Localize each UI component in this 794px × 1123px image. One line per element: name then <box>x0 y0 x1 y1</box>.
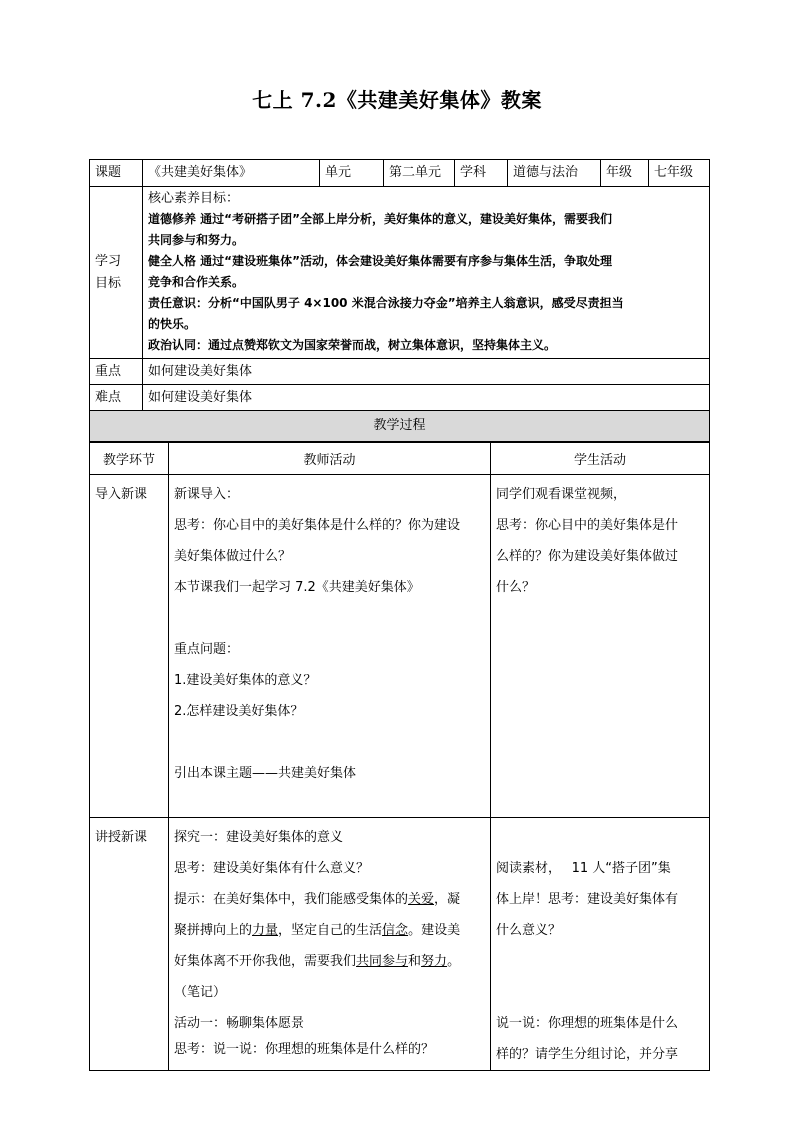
teacher-line: 探究一：建设美好集体的意义 <box>174 830 344 845</box>
process-table <box>89 442 710 1071</box>
info-table <box>89 159 710 442</box>
goal-line: 责任意识：分析“中国队男子 4×100 米混合泳接力夺金”培养主人翁意识，感受尽责担当 <box>148 296 624 310</box>
col-student-header: 学生活动 <box>491 443 710 475</box>
col-teacher-header: 教师活动 <box>169 443 491 475</box>
difficulty-label: 难点 <box>90 385 143 411</box>
goals-label: 学习 目标 <box>90 187 143 359</box>
goal-line: 竞争和合作关系。 <box>148 275 245 289</box>
teacher-line: 引出本课主题——共建美好集体 <box>174 766 357 781</box>
teacher-line: 思考：你心目中的美好集体是什么样的？你为建设 <box>174 518 461 533</box>
subject-value: 道德与法治 <box>508 160 601 187</box>
goal-line: 的快乐。 <box>148 317 197 331</box>
unit-value: 第二单元 <box>384 160 455 187</box>
info-row-topic <box>90 160 710 187</box>
process-header-row <box>90 411 710 442</box>
teacher-line: 思考：建设美好集体有什么意义？ <box>174 861 370 876</box>
teacher-line: 重点问题： <box>174 642 240 657</box>
subject-label: 学科 <box>455 160 508 187</box>
info-row-goals <box>90 187 710 359</box>
student-activity-cell <box>491 475 710 818</box>
process-column-header-row <box>90 443 710 475</box>
student-line: 阅读素材， 11 人“搭子团”集 <box>496 861 671 876</box>
goals-content <box>143 187 710 359</box>
topic-label: 课题 <box>90 160 143 187</box>
table-row <box>90 475 710 818</box>
teacher-line: 思考：说一说：你理想的班集体是什么样的？ <box>174 1042 435 1057</box>
student-line: 思考：你心目中的美好集体是什 <box>496 518 679 533</box>
unit-label: 单元 <box>320 160 384 187</box>
grade-label: 年级 <box>601 160 649 187</box>
student-line: 什么？ <box>496 580 536 595</box>
goal-line: 道德修养 通过“考研搭子团”全部上岸分析，美好集体的意义，建设美好集体，需要我们 <box>148 212 612 226</box>
topic-value: 《共建美好集体》 <box>143 160 320 187</box>
difficulty-value: 如何建设美好集体 <box>143 385 710 411</box>
process-header: 教学过程 <box>90 411 710 442</box>
grade-value: 七年级 <box>649 160 710 187</box>
document-title: 七上 7.2《共建美好集体》教案 <box>252 88 542 112</box>
teacher-line: 活动一：畅聊集体愿景 <box>174 1016 305 1031</box>
goal-line: 健全人格 通过“建设班集体”活动，体会建设美好集体需要有序参与集体生活，争取处理 <box>148 254 612 268</box>
teacher-line: 本节课我们一起学习 7.2《共建美好集体》 <box>174 580 420 595</box>
teacher-line: 美好集体做过什么？ <box>174 549 292 564</box>
info-row-key <box>90 359 710 385</box>
teacher-line: 聚拼搏向上的力量，坚定自己的生活信念。建设美 <box>174 923 461 938</box>
stage-cell: 导入新课 <box>90 475 169 818</box>
key-label: 重点 <box>90 359 143 385</box>
student-line: 么样的？你为建设美好集体做过 <box>496 549 679 564</box>
student-line: 同学们观看课堂视频， <box>496 487 627 502</box>
student-line: 样的？请学生分组讨论，并分享 <box>496 1047 679 1062</box>
student-line: 什么意义？ <box>496 923 562 938</box>
goal-line: 共同参与和努力。 <box>148 233 245 247</box>
goals-heading: 核心素养目标： <box>148 191 240 206</box>
teacher-activity-cell <box>169 475 491 818</box>
stage-cell: 讲授新课 <box>90 818 169 1071</box>
teacher-line: （笔记） <box>174 985 227 1000</box>
teacher-line: 新课导入： <box>174 487 240 502</box>
teacher-line: 2.怎样建设美好集体？ <box>174 704 304 719</box>
goal-line: 政治认同：通过点赞郑钦文为国家荣誉而战，树立集体意识，坚持集体主义。 <box>148 338 557 352</box>
student-line: 说一说：你理想的班集体是什么 <box>496 1016 679 1031</box>
info-row-difficulty <box>90 385 710 411</box>
teacher-line: 1.建设美好集体的意义？ <box>174 673 317 688</box>
col-stage-header: 教学环节 <box>90 443 169 475</box>
student-activity-cell <box>491 818 710 1071</box>
table-row <box>90 818 710 1071</box>
student-line: 体上岸！思考：建设美好集体有 <box>496 892 679 907</box>
teacher-line: 好集体离不开你我他，需要我们共同参与和努力。 <box>174 954 461 969</box>
key-value: 如何建设美好集体 <box>143 359 710 385</box>
teacher-activity-cell <box>169 818 491 1071</box>
teacher-line: 提示：在美好集体中，我们能感受集体的关爱，凝 <box>174 892 461 907</box>
